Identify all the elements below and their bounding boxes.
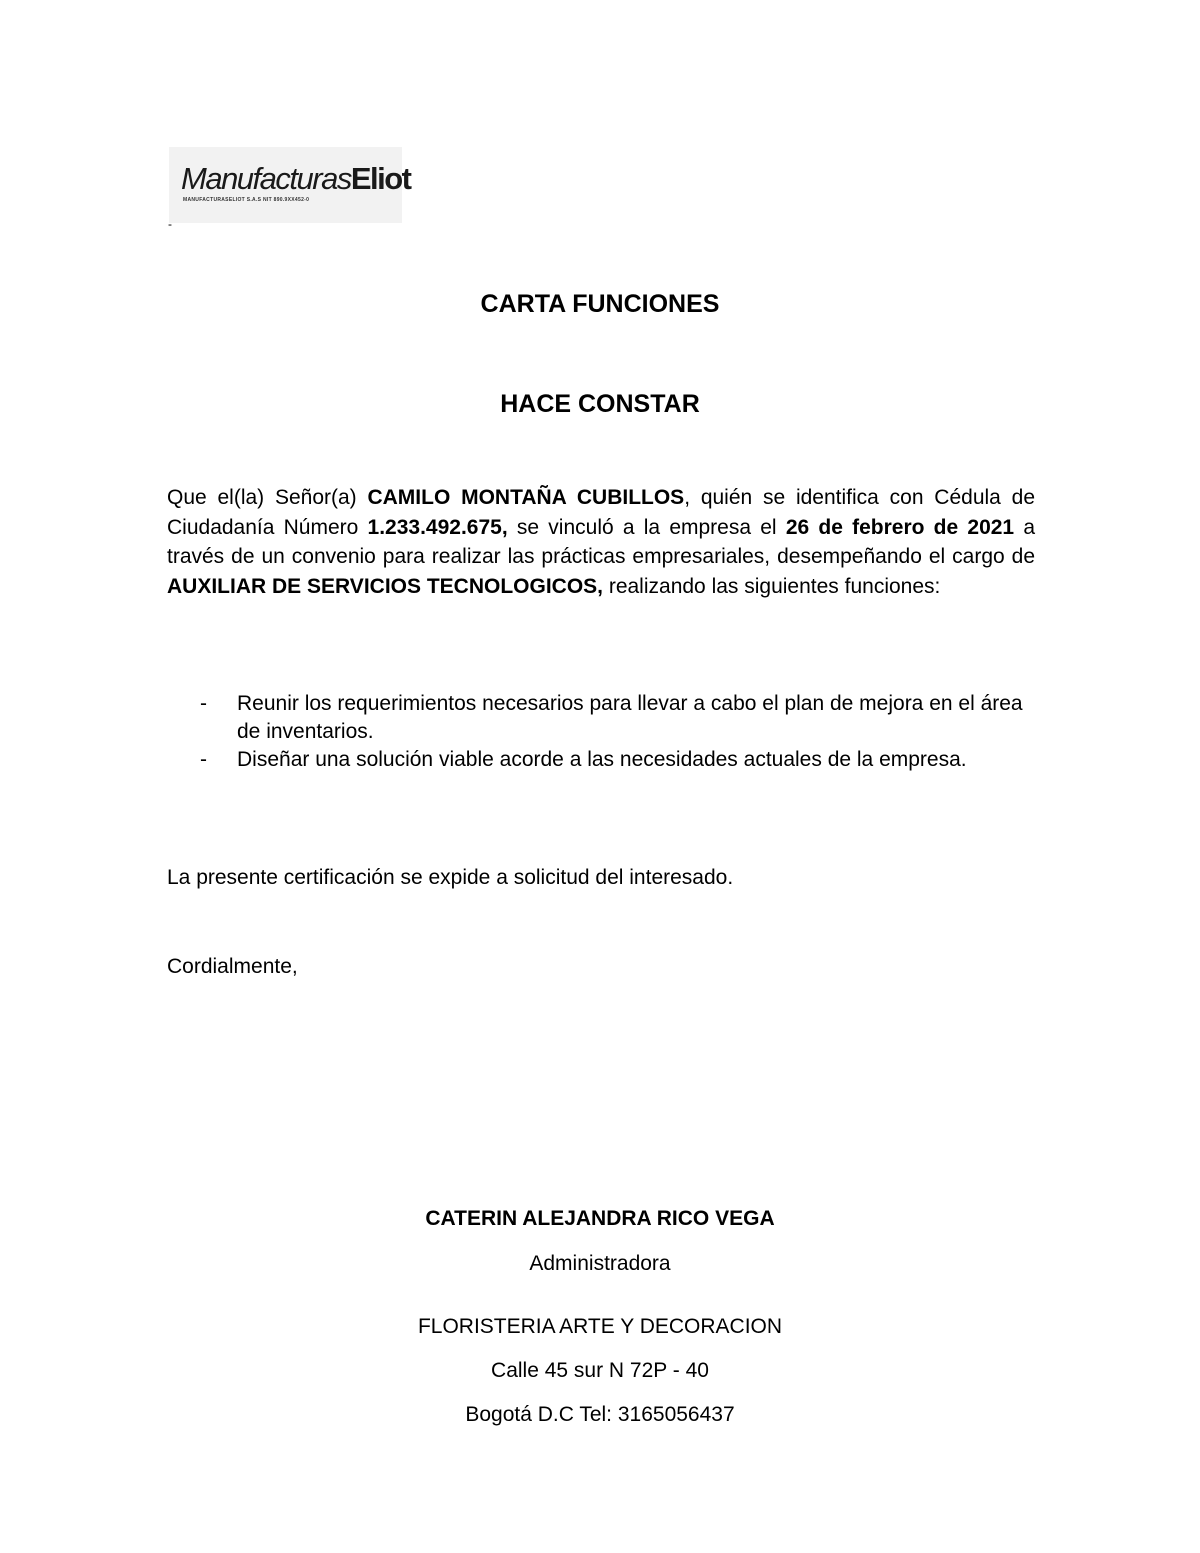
certification-text: La presente certificación se expide a solicitud del interesado. <box>167 866 734 889</box>
signer-role: Administradora <box>529 1252 671 1275</box>
dash-bullet: - <box>200 748 207 771</box>
document-subtitle: HACE CONSTAR <box>500 390 700 418</box>
company-name: FLORISTERIA ARTE Y DECORACION <box>417 1315 783 1338</box>
logo-wordmark: ManufacturasEliot <box>181 161 411 196</box>
body-paragraph: Que el(la) Señor(a) CAMILO MONTAÑA CUBILLOS, quién se identifica con Cédula de Ciudadanía Número 1.233.492.675, se vinculó a la empresa el 26 de febrero de 2021 a través de un convenio para realizar las prácticas empresariales, desempeñando el cargo de AUXILIAR DE SERVICIOS TECNOLOGICOS, realizando las siguientes funciones: <box>167 486 1036 598</box>
job-position: AUXILIAR DE SERVICIOS TECNOLOGICOS, <box>167 574 603 598</box>
dash-bullet: - <box>200 692 207 715</box>
functions-list <box>200 690 1050 774</box>
list-item: - Diseñar una solución viable acorde a las necesidades actuales de la empresa. <box>200 746 1050 774</box>
signer-name: CATERIN ALEJANDRA RICO VEGA <box>425 1207 775 1230</box>
closing-text: Cordialmente, <box>167 955 298 978</box>
employee-name: CAMILO MONTAÑA CUBILLOS <box>367 486 685 509</box>
company-address: Calle 45 sur N 72P - 40 <box>491 1359 709 1382</box>
start-date: 26 de febrero de 2021 <box>785 515 1015 539</box>
city-phone: Bogotá D.C Tel: 3165056437 <box>465 1403 735 1426</box>
list-item: - Reunir los requerimientos necesarios para llevar a cabo el plan de mejora en el área de inventarios. <box>200 692 1023 743</box>
id-number: 1.233.492.675, <box>367 515 508 539</box>
logo-subline: MANUFACTURASELIOT S.A.S NIT 890.9XX452-0 <box>183 197 310 203</box>
document-title: CARTA FUNCIONES <box>480 290 720 318</box>
stray-mark: - <box>168 217 172 231</box>
company-logo <box>169 147 411 223</box>
